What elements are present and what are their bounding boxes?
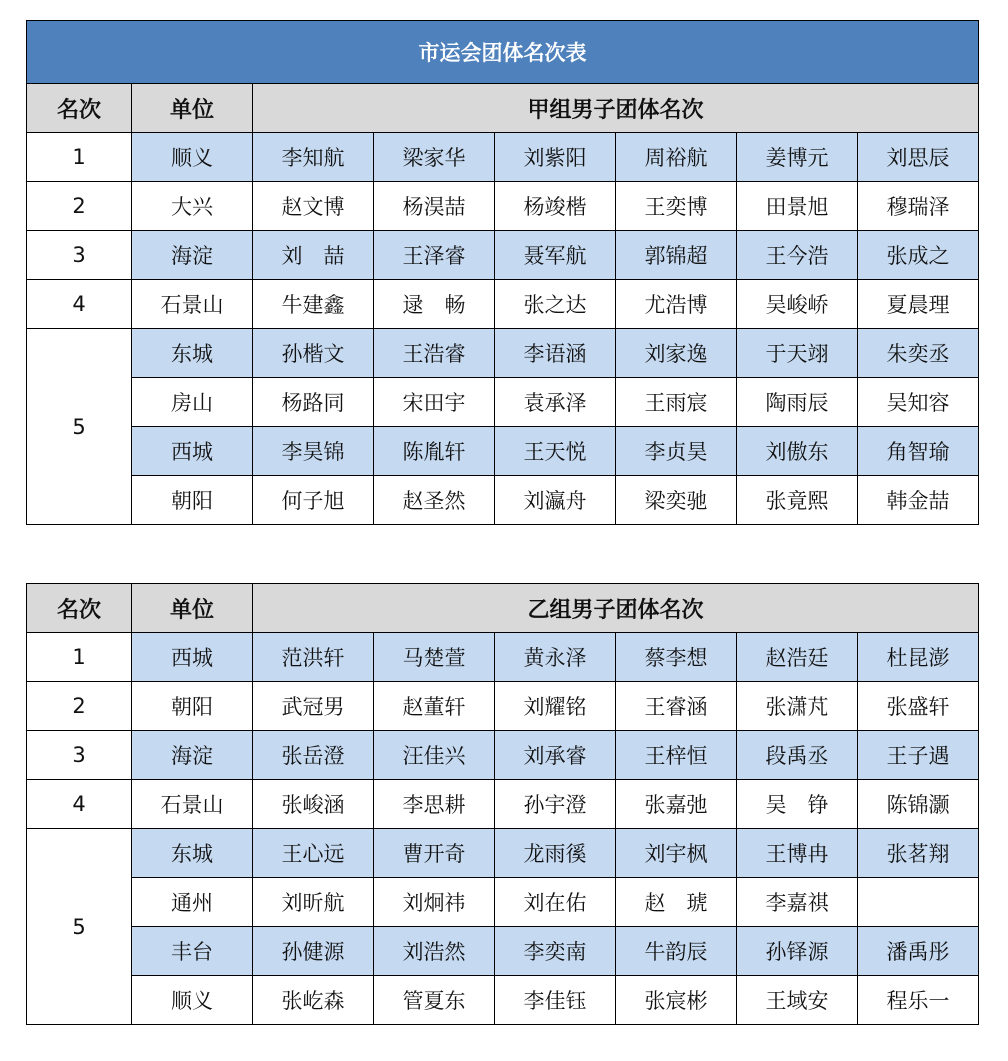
table-row: [27, 829, 979, 878]
rank-cell: 4: [27, 280, 132, 329]
athlete-name-cell: 马楚萱: [374, 633, 495, 682]
header-row: [27, 84, 979, 133]
athlete-name-cell: 程乐一: [858, 976, 979, 1025]
athlete-name-cell: 李知航: [253, 133, 374, 182]
table-row: [27, 427, 979, 476]
athlete-name-cell: 吴峻峤: [737, 280, 858, 329]
athlete-name-cell: 吴知容: [858, 378, 979, 427]
athlete-name-cell: 聂军航: [495, 231, 616, 280]
rank-cell: 2: [27, 682, 132, 731]
table-row: [27, 633, 979, 682]
athlete-name-cell: 张茗翔: [858, 829, 979, 878]
athlete-name-cell: 张成之: [858, 231, 979, 280]
athlete-name-cell: 刘承睿: [495, 731, 616, 780]
athlete-name-cell: 刘在佑: [495, 878, 616, 927]
rank-cell: 5: [27, 829, 132, 1025]
athlete-name-cell: 王今浩: [737, 231, 858, 280]
athlete-name-cell: 王睿涵: [616, 682, 737, 731]
athlete-name-cell: 王域安: [737, 976, 858, 1025]
table-row: [27, 927, 979, 976]
athlete-name-cell: 赵文博: [253, 182, 374, 231]
athlete-name-cell: [858, 878, 979, 927]
athlete-name-cell: 李嘉祺: [737, 878, 858, 927]
table-row: [27, 780, 979, 829]
athlete-name-cell: 陈锦灏: [858, 780, 979, 829]
athlete-name-cell: 李语涵: [495, 329, 616, 378]
rank-header: 名次: [27, 84, 132, 133]
athlete-name-cell: 逯 畅: [374, 280, 495, 329]
rank-cell: 3: [27, 231, 132, 280]
athlete-name-cell: 王泽睿: [374, 231, 495, 280]
athlete-name-cell: 段禹丞: [737, 731, 858, 780]
unit-header: 单位: [132, 84, 253, 133]
athlete-name-cell: 张屹森: [253, 976, 374, 1025]
athlete-name-cell: 龙雨徯: [495, 829, 616, 878]
athlete-name-cell: 武冠男: [253, 682, 374, 731]
athlete-name-cell: 蔡李想: [616, 633, 737, 682]
unit-cell: 东城: [132, 329, 253, 378]
group-header: 甲组男子团体名次: [253, 84, 979, 133]
athlete-name-cell: 孙楷文: [253, 329, 374, 378]
athlete-name-cell: 李思耕: [374, 780, 495, 829]
athlete-name-cell: 刘炯祎: [374, 878, 495, 927]
header-row: [27, 584, 979, 633]
table-row: [27, 378, 979, 427]
athlete-name-cell: 梁奕驰: [616, 476, 737, 525]
athlete-name-cell: 刘耀铭: [495, 682, 616, 731]
unit-cell: 海淀: [132, 731, 253, 780]
athlete-name-cell: 孙宇澄: [495, 780, 616, 829]
athlete-name-cell: 杨路同: [253, 378, 374, 427]
table-row: [27, 133, 979, 182]
group-a-table: [26, 20, 979, 525]
athlete-name-cell: 赵 琥: [616, 878, 737, 927]
athlete-name-cell: 牛建鑫: [253, 280, 374, 329]
athlete-name-cell: 宋田宇: [374, 378, 495, 427]
athlete-name-cell: 李昊锦: [253, 427, 374, 476]
rank-cell: 5: [27, 329, 132, 525]
athlete-name-cell: 张之达: [495, 280, 616, 329]
rank-cell: 1: [27, 633, 132, 682]
athlete-name-cell: 尤浩博: [616, 280, 737, 329]
athlete-name-cell: 夏晨理: [858, 280, 979, 329]
athlete-name-cell: 张竟熙: [737, 476, 858, 525]
athlete-name-cell: 李佳钰: [495, 976, 616, 1025]
athlete-name-cell: 王天悦: [495, 427, 616, 476]
unit-cell: 西城: [132, 633, 253, 682]
athlete-name-cell: 王子遇: [858, 731, 979, 780]
table-row: [27, 280, 979, 329]
athlete-name-cell: 陈胤轩: [374, 427, 495, 476]
unit-cell: 石景山: [132, 780, 253, 829]
athlete-name-cell: 管夏东: [374, 976, 495, 1025]
athlete-name-cell: 王奕博: [616, 182, 737, 231]
table-row: [27, 682, 979, 731]
athlete-name-cell: 姜博元: [737, 133, 858, 182]
unit-cell: 海淀: [132, 231, 253, 280]
athlete-name-cell: 杨竣楷: [495, 182, 616, 231]
athlete-name-cell: 王浩睿: [374, 329, 495, 378]
athlete-name-cell: 吴 铮: [737, 780, 858, 829]
table-row: [27, 878, 979, 927]
unit-cell: 西城: [132, 427, 253, 476]
athlete-name-cell: 刘 喆: [253, 231, 374, 280]
athlete-name-cell: 曹开奇: [374, 829, 495, 878]
athlete-name-cell: 张峻涵: [253, 780, 374, 829]
athlete-name-cell: 于天翊: [737, 329, 858, 378]
group-b-table: [26, 583, 979, 1025]
athlete-name-cell: 赵浩廷: [737, 633, 858, 682]
athlete-name-cell: 李奕南: [495, 927, 616, 976]
athlete-name-cell: 张宸彬: [616, 976, 737, 1025]
unit-cell: 石景山: [132, 280, 253, 329]
athlete-name-cell: 王心远: [253, 829, 374, 878]
table-row: [27, 731, 979, 780]
athlete-name-cell: 周裕航: [616, 133, 737, 182]
athlete-name-cell: 刘傲东: [737, 427, 858, 476]
athlete-name-cell: 赵董轩: [374, 682, 495, 731]
unit-cell: 朝阳: [132, 476, 253, 525]
athlete-name-cell: 孙健源: [253, 927, 374, 976]
athlete-name-cell: 李贞昊: [616, 427, 737, 476]
athlete-name-cell: 何子旭: [253, 476, 374, 525]
athlete-name-cell: 刘浩然: [374, 927, 495, 976]
athlete-name-cell: 韩金喆: [858, 476, 979, 525]
page-title: 市运会团体名次表: [27, 21, 979, 84]
athlete-name-cell: 杜昆澎: [858, 633, 979, 682]
table-row: [27, 476, 979, 525]
rank-cell: 1: [27, 133, 132, 182]
athlete-name-cell: 刘宇枫: [616, 829, 737, 878]
athlete-name-cell: 刘思辰: [858, 133, 979, 182]
table-row: [27, 329, 979, 378]
group-header: 乙组男子团体名次: [253, 584, 979, 633]
athlete-name-cell: 张盛轩: [858, 682, 979, 731]
athlete-name-cell: 陶雨辰: [737, 378, 858, 427]
athlete-name-cell: 王博冉: [737, 829, 858, 878]
unit-cell: 大兴: [132, 182, 253, 231]
unit-cell: 顺义: [132, 133, 253, 182]
rank-cell: 2: [27, 182, 132, 231]
table-row: [27, 976, 979, 1025]
athlete-name-cell: 汪佳兴: [374, 731, 495, 780]
athlete-name-cell: 张潇芃: [737, 682, 858, 731]
athlete-name-cell: 赵圣然: [374, 476, 495, 525]
unit-cell: 丰台: [132, 927, 253, 976]
unit-cell: 通州: [132, 878, 253, 927]
athlete-name-cell: 张嘉弛: [616, 780, 737, 829]
athlete-name-cell: 角智瑜: [858, 427, 979, 476]
athlete-name-cell: 朱奕丞: [858, 329, 979, 378]
athlete-name-cell: 田景旭: [737, 182, 858, 231]
rank-header: 名次: [27, 584, 132, 633]
athlete-name-cell: 王梓恒: [616, 731, 737, 780]
unit-cell: 东城: [132, 829, 253, 878]
athlete-name-cell: 刘紫阳: [495, 133, 616, 182]
athlete-name-cell: 刘家逸: [616, 329, 737, 378]
rank-cell: 4: [27, 780, 132, 829]
athlete-name-cell: 王雨宸: [616, 378, 737, 427]
rank-cell: 3: [27, 731, 132, 780]
unit-cell: 顺义: [132, 976, 253, 1025]
athlete-name-cell: 杨淏喆: [374, 182, 495, 231]
athlete-name-cell: 袁承泽: [495, 378, 616, 427]
athlete-name-cell: 刘瀛舟: [495, 476, 616, 525]
athlete-name-cell: 孙铎源: [737, 927, 858, 976]
table-row: [27, 182, 979, 231]
athlete-name-cell: 郭锦超: [616, 231, 737, 280]
unit-cell: 房山: [132, 378, 253, 427]
athlete-name-cell: 黄永泽: [495, 633, 616, 682]
athlete-name-cell: 梁家华: [374, 133, 495, 182]
athlete-name-cell: 范洪轩: [253, 633, 374, 682]
table-row: [27, 231, 979, 280]
athlete-name-cell: 潘禹彤: [858, 927, 979, 976]
athlete-name-cell: 牛韵辰: [616, 927, 737, 976]
athlete-name-cell: 张岳澄: [253, 731, 374, 780]
unit-header: 单位: [132, 584, 253, 633]
athlete-name-cell: 穆瑞泽: [858, 182, 979, 231]
athlete-name-cell: 刘昕航: [253, 878, 374, 927]
unit-cell: 朝阳: [132, 682, 253, 731]
